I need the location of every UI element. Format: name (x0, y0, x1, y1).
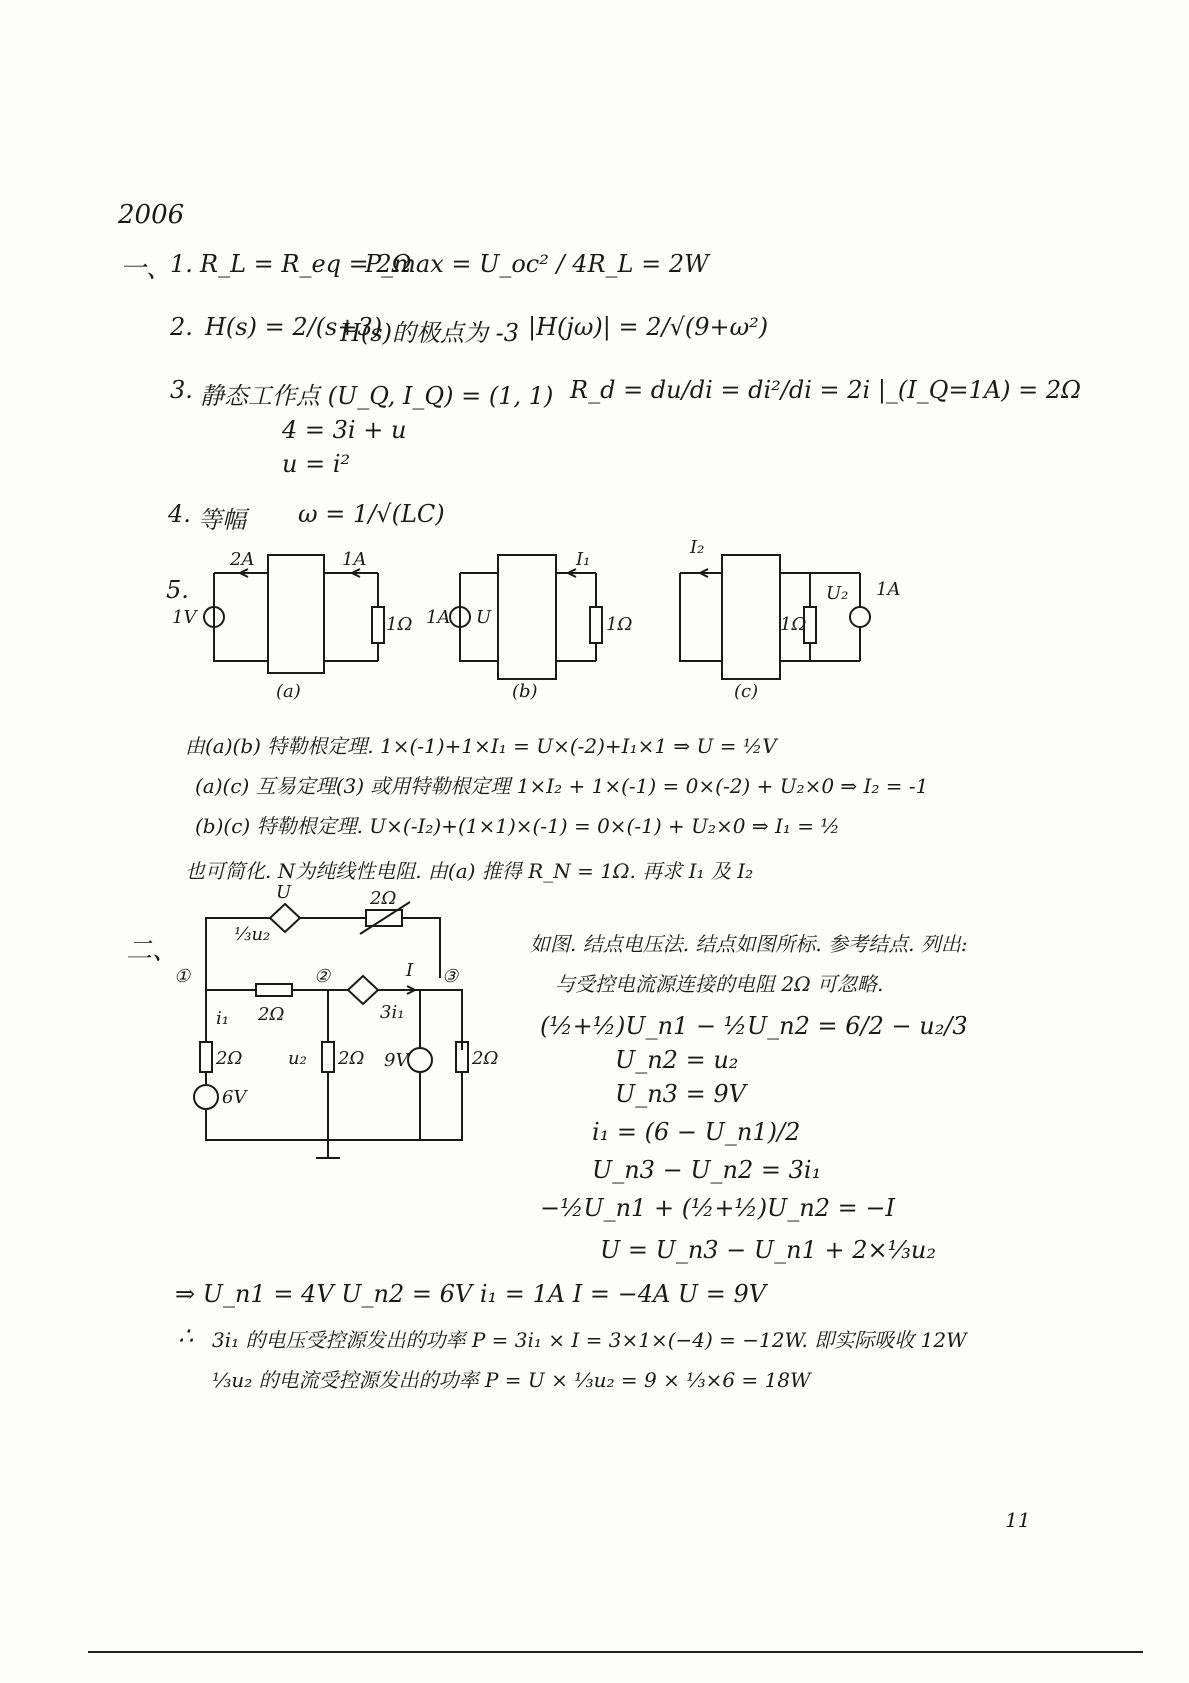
q2-transfer-function: H(s) = 2/(s+3) (205, 313, 383, 341)
part2-node-3-label: ③ (442, 966, 459, 987)
part2-ccvs-top-label: ⅓u₂ (234, 924, 271, 945)
circuit-c-caption: (c) (734, 681, 759, 702)
part2-power-cccs: ⅓u₂ 的电流受控源发出的功率 P = U × ⅓u₂ = 9 × ⅓×6 = 18W (212, 1368, 811, 1392)
part2-power-ccvs: 3i₁ 的电压受控源发出的功率 P = 3i₁ × I = 3×1×(−4) = −12W. 即实际吸收 12W (212, 1328, 967, 1352)
q4-omega: ω = 1/√(LC) (298, 500, 445, 528)
circuit-c-resistor-label: 1Ω (780, 614, 807, 635)
part2-equation-6: −½U_n1 + (½+½)U_n2 = −I (540, 1194, 895, 1222)
q2-magnitude: |H(jω)| = 2/√(9+ω²) (528, 313, 769, 341)
part2-equation-7: U = U_n3 − U_n1 + 2×⅓u₂ (600, 1236, 936, 1264)
circuit-a-caption: (a) (276, 681, 301, 702)
q3-number: 3. (170, 376, 193, 404)
part2-ignore-note: 与受控电流源连接的电阻 2Ω 可忽略. (555, 972, 884, 996)
part2-resistor-top-label: 2Ω (370, 888, 397, 909)
part2-equation-1: (½+½)U_n1 − ½U_n2 = 6/2 − u₂/3 (540, 1012, 968, 1040)
circuit-a-resistor-label: 1Ω (386, 614, 413, 635)
part2-resistor-12-label: 2Ω (258, 1004, 285, 1025)
q3-dynamic-resistance: R_d = du/di = di²/di = 2i |_(I_Q=1A) = 2Ω (570, 376, 1082, 404)
part2-current-i1-label: i₁ (216, 1008, 229, 1029)
circuit-c-current-label: I₂ (690, 537, 705, 558)
part2-voltage-u2-label: u₂ (288, 1048, 307, 1069)
part2-source-left-label: 6V (222, 1087, 247, 1108)
q1-rl-formula: R_L = R_eq = 2Ω (200, 250, 412, 278)
part2-source-right-label: 9V (384, 1050, 409, 1071)
q5-solution-line-4: 也可简化. N为纯线性电阻. 由(a) 推得 R_N = 1Ω. 再求 I₁ 及 I₂ (185, 859, 754, 883)
circuit-c-voltage-label: U₂ (826, 583, 849, 604)
circuit-b-caption: (b) (512, 681, 538, 702)
footer-rule (88, 1651, 1143, 1653)
circuit-b-diagram (420, 545, 660, 705)
q5-number: 5. (166, 576, 189, 604)
q2-pole: H(s)的极点为 -3 (340, 319, 519, 347)
q4-number: 4. (168, 500, 191, 528)
circuit-b-voltage-label: U (476, 607, 492, 628)
page-number: 11 (1005, 1508, 1031, 1532)
part2-voltage-u-label: U (276, 882, 292, 903)
circuit-b-source-label: 1A (426, 607, 451, 628)
q5-solution-line-2: (a)(c) 互易定理(3) 或用特勒根定理 1×I₂ + 1×(-1) = 0×(-2) + U₂×0 ⇒ I₂ = -1 (195, 774, 929, 798)
q5-solution-line-3: (b)(c) 特勒根定理. U×(-I₂)+(1×1)×(-1) = 0×(-1) + U₂×0 ⇒ I₁ = ½ (195, 814, 840, 838)
circuit-a-current-right: 1A (342, 549, 367, 570)
part2-resistor-left-label: 2Ω (216, 1048, 243, 1069)
part2-node-2-label: ② (314, 966, 331, 987)
part2-equation-3: U_n3 = 9V (615, 1080, 746, 1108)
part2-equation-2: U_n2 = u₂ (615, 1046, 739, 1074)
part2-therefore-symbol: ∴ (178, 1322, 194, 1350)
part2-current-i-label: I (406, 960, 414, 981)
part2-ccvs-mid-label: 3i₁ (380, 1002, 405, 1023)
circuit-c-source-label: 1A (876, 579, 901, 600)
circuit-c-diagram (680, 537, 940, 705)
section-one-marker: 一、 (120, 254, 173, 284)
q4-answer: 等幅 (198, 506, 246, 534)
q3-equation-1: 4 = 3i + u (282, 416, 407, 444)
section-two-marker: 二、 (126, 936, 179, 966)
circuit-a-current-left: 2A (230, 549, 255, 570)
circuit-b-resistor-label: 1Ω (606, 614, 633, 635)
q5-solution-line-1: 由(a)(b) 特勒根定理. 1×(-1)+1×I₁ = U×(-2)+I₁×1 ⇒ U = ½V (185, 734, 777, 758)
part2-equation-4: i₁ = (6 − U_n1)/2 (592, 1118, 801, 1146)
part2-circuit-diagram (170, 882, 510, 1180)
part2-result-line: ⇒ U_n1 = 4V U_n2 = 6V i₁ = 1A I = −4A U = 9V (175, 1280, 767, 1308)
part2-resistor-right-label: 2Ω (472, 1048, 499, 1069)
year-label: 2006 (118, 200, 185, 230)
circuit-b-current-label: I₁ (576, 549, 591, 570)
part2-equation-5: U_n3 − U_n2 = 3i₁ (592, 1156, 822, 1184)
q3-equation-2: u = i² (282, 450, 351, 478)
q3-operating-point: 静态工作点 (U_Q, I_Q) = (1, 1) (200, 382, 554, 410)
q1-pmax-formula: P_max = U_oc² / 4R_L = 2W (365, 250, 709, 278)
q2-number: 2. (170, 313, 193, 341)
q1-number: 1. (170, 250, 193, 278)
part2-node-1-label: ① (174, 966, 191, 987)
circuit-a-diagram (172, 545, 420, 705)
part2-resistor-mid-label: 2Ω (338, 1048, 365, 1069)
circuit-a-source-label: 1V (172, 607, 197, 628)
part2-method-note: 如图. 结点电压法. 结点如图所标. 参考结点. 列出: (530, 932, 968, 956)
